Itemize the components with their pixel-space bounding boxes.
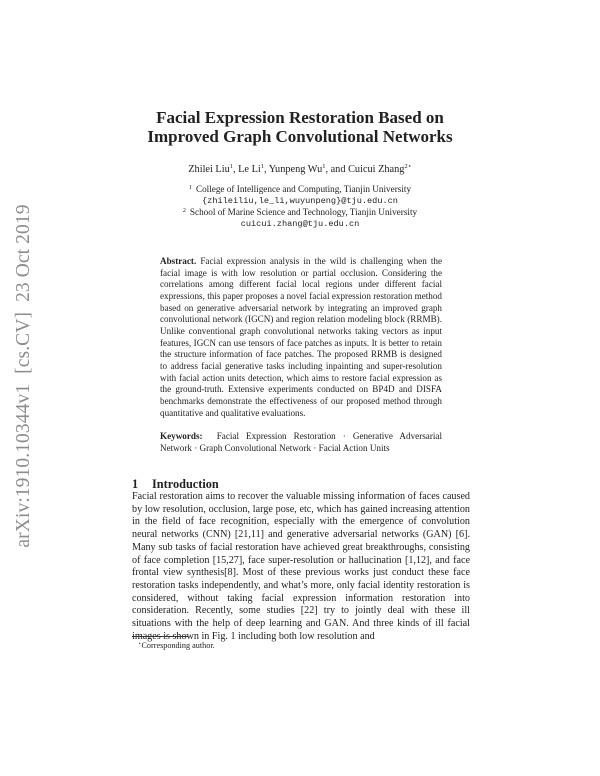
footnote	[138, 641, 215, 650]
author-mark: 2⋆	[404, 163, 412, 170]
section-number: 1	[132, 477, 139, 491]
abstract-text: Facial expression analysis in the wild is challenging when the facial image is with low resolution or partial occlusion. Considering the correlations among different facial local regions under different facial expressions, this paper proposes a novel facial expression restoration method based on generative adversarial network by integrating an improved graph convolutional network (IGCN) and region relation modeling block (RRMB). Unlike conventional graph convolutional networks taking vectors as input features, IGCN can use tensors of face patches as inputs. It is better to retain the structure information of face patches. The proposed RRMB is designed to address facial generative tasks including inpainting and super-resolution with facial action units detection, which aims to restore facial expression as the ground-truth. Extensive experiments conducted on BP4D and DISFA benchmarks demonstrate the effectiveness of our proposed method through quantitative and qualitative evaluations.	[160, 256, 443, 418]
arxiv-date: 23 Oct 2019	[13, 204, 34, 302]
footnote-divider	[132, 636, 188, 637]
author-separator: ,	[263, 164, 269, 175]
author-name: Le Li	[238, 164, 261, 175]
paper-title	[100, 108, 500, 146]
arxiv-id: arXiv:1910.10344v1	[13, 383, 34, 548]
author-name: Zhilei Liu	[188, 164, 230, 175]
keywords	[160, 431, 442, 454]
author-name: Cuicui Zhang	[348, 164, 405, 175]
affiliation-1	[100, 184, 500, 196]
section-heading	[132, 477, 219, 492]
arxiv-category: [cs.CV]	[13, 311, 34, 374]
author-mark: 1	[229, 163, 233, 170]
author-mark: 1	[322, 163, 326, 170]
keywords-label: Keywords:	[160, 431, 203, 441]
keywords-text: Facial Expression Restoration · Generative Adversarial Network · Graph Convolutional Network · Facial Action Units	[160, 431, 442, 453]
arxiv-stamp	[13, 204, 35, 547]
section-title: Introduction	[152, 477, 219, 491]
title-line-1: Facial Expression Restoration Based on	[156, 108, 444, 127]
affiliation-2	[100, 207, 500, 219]
author-name: Yunpeng Wu	[268, 164, 323, 175]
affiliation-mark: 1	[188, 185, 192, 191]
footnote-mark: ⋆	[138, 641, 142, 647]
affiliation-mark: 2	[182, 208, 186, 215]
affiliations	[100, 184, 500, 231]
abstract-label: Abstract.	[160, 256, 197, 266]
abstract	[160, 256, 442, 419]
author-separator: ,	[232, 164, 239, 175]
body-paragraph: Facial restoration aims to recover the valuable missing information of faces caused by low resolution, occlusion, large pose, etc, which has gained increasing attention in the field of face recognition, especially with the emergence of convolution neural networks (CNN) [21,11] and generative adversarial networks (GAN) [6]. Many sub tasks of facial restoration have achieved great breakthroughs, consisting of face completion [15,27], face super-resolution or hallucination [1,12], and face frontal view synthesis[8]. Most of these previous works just conduct these face restoration tasks independently, and what’s more, only facial identity restoration is considered, without taking facial expression information restoration into consideration. Recently, some studies [22] try to jointly deal with these ill situations with the help of deep learning and GAN. And three kinds of ill facial images is shown in Fig. 1 including both low resolution and	[132, 491, 470, 642]
affiliation-name: College of Intelligence and Computing, Tianjin University	[195, 184, 412, 194]
affiliation-email[interactable]: cuicui.zhang@tju.edu.cn	[240, 219, 360, 230]
title-line-2: Improved Graph Convolutional Networks	[147, 127, 453, 146]
author-separator: , and	[325, 164, 349, 175]
footnote-text: Corresponding author.	[141, 641, 215, 650]
affiliation-email[interactable]: {zhileiliu,le_li,wuyunpeng}@tju.edu.cn	[202, 195, 398, 206]
author-list	[100, 164, 500, 176]
affiliation-name: School of Marine Science and Technology, Tianjin University	[189, 207, 418, 218]
author-mark: 1	[260, 163, 264, 170]
